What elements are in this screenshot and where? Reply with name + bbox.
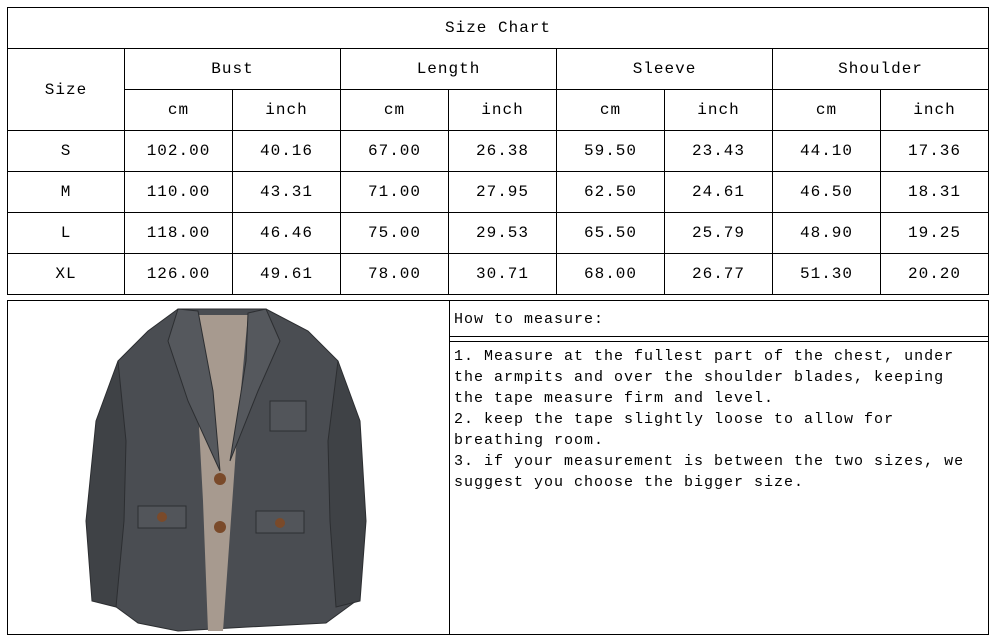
jacket-button [214,473,226,485]
table-cell: 48.90 [773,213,881,254]
table-cell: 51.30 [773,254,881,295]
size-chart-title: Size Chart [8,8,989,49]
table-cell: 25.79 [665,213,773,254]
table-cell: 126.00 [125,254,233,295]
jacket-image [8,301,449,634]
table-cell: 24.61 [665,172,773,213]
measure-step: 3. if your measurement is between the two sizes, we suggest you choose the bigger size. [454,453,965,491]
table-cell: 75.00 [341,213,449,254]
table-row [8,172,989,213]
table-cell: 71.00 [341,172,449,213]
unit-header: inch [233,90,341,131]
unit-header: cm [341,90,449,131]
table-row [8,254,989,295]
table-cell: 59.50 [557,131,665,172]
table-cell: 43.31 [233,172,341,213]
table-cell: 44.10 [773,131,881,172]
unit-header: cm [125,90,233,131]
unit-header: cm [557,90,665,131]
unit-header: inch [665,90,773,131]
table-cell: 102.00 [125,131,233,172]
measure-step: 1. Measure at the fullest part of the chest, under the armpits and over the shoulder blades, keeping the tape measure firm and level. [454,348,955,407]
group-header-length: Length [341,49,557,90]
unit-header: cm [773,90,881,131]
how-to-measure-steps [450,341,988,634]
table-cell: 23.43 [665,131,773,172]
table-row [8,213,989,254]
table-cell: 30.71 [449,254,557,295]
table-cell: 19.25 [881,213,989,254]
table-cell: 49.61 [233,254,341,295]
table-cell: 40.16 [233,131,341,172]
group-header-sleeve: Sleeve [557,49,773,90]
size-label: M [8,172,125,213]
table-cell: 26.38 [449,131,557,172]
size-label: XL [8,254,125,295]
table-cell: 78.00 [341,254,449,295]
table-cell: 110.00 [125,172,233,213]
table-cell: 18.31 [881,172,989,213]
table-cell: 27.95 [449,172,557,213]
table-cell: 29.53 [449,213,557,254]
table-cell: 118.00 [125,213,233,254]
unit-header: inch [449,90,557,131]
size-label: S [8,131,125,172]
measure-step: 2. keep the tape slightly loose to allow for breathing room. [454,411,895,449]
measure-guide-panel [7,300,989,635]
table-cell: 46.50 [773,172,881,213]
how-to-measure-heading: How to measure: [450,301,988,337]
product-photo [8,301,450,634]
size-label: L [8,213,125,254]
table-cell: 26.77 [665,254,773,295]
size-column-header: Size [8,49,125,131]
table-cell: 20.20 [881,254,989,295]
table-cell: 46.46 [233,213,341,254]
group-header-bust: Bust [125,49,341,90]
table-cell: 67.00 [341,131,449,172]
table-cell: 62.50 [557,172,665,213]
table-row [8,131,989,172]
group-header-shoulder: Shoulder [773,49,989,90]
table-cell: 65.50 [557,213,665,254]
size-chart-table [7,7,989,295]
table-cell: 68.00 [557,254,665,295]
unit-header: inch [881,90,989,131]
table-cell: 17.36 [881,131,989,172]
jacket-button [214,521,226,533]
